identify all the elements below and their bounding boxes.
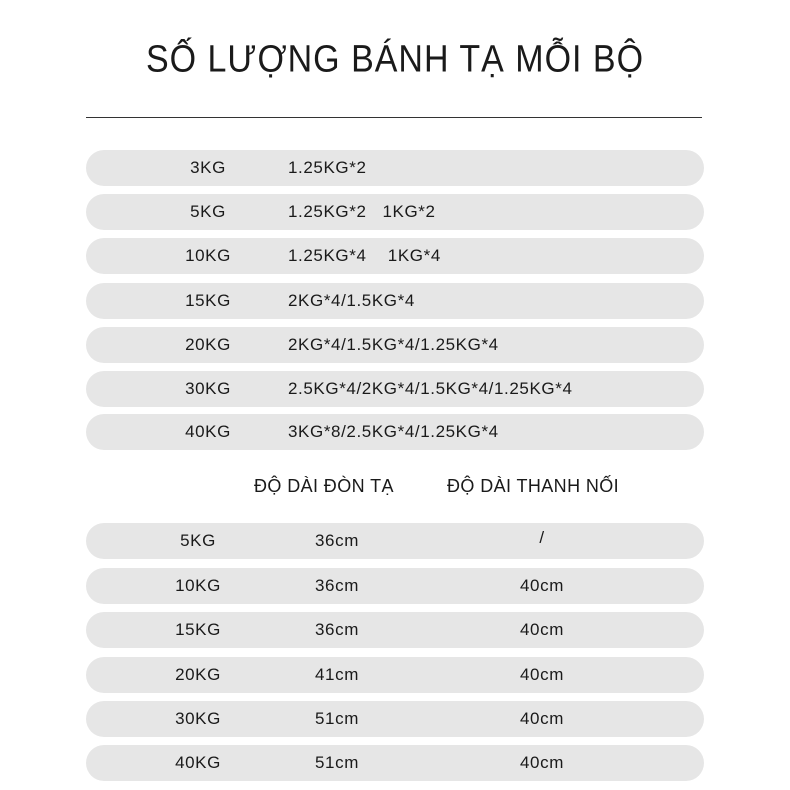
bar-length-header: ĐỘ DÀI ĐÒN TẠ xyxy=(254,476,394,496)
plate-combination: 1.25KG*4 1KG*4 xyxy=(288,246,441,265)
bar-length-value: 51cm xyxy=(315,753,359,772)
connector-length-value: / xyxy=(539,528,545,547)
bar-length-value: 41cm xyxy=(315,665,359,684)
plate-row xyxy=(86,371,704,407)
plate-set-weight: 5KG xyxy=(190,202,226,221)
connector-length-value: 40cm xyxy=(520,576,564,595)
connector-length-value: 40cm xyxy=(520,753,564,772)
length-row xyxy=(86,523,704,559)
plate-combination: 1.25KG*2 1KG*2 xyxy=(288,202,436,221)
length-set-weight: 20KG xyxy=(175,665,221,684)
plate-combination: 1.25KG*2 xyxy=(288,158,367,177)
plate-set-weight: 15KG xyxy=(185,291,231,310)
plate-combination: 2KG*4/1.5KG*4 xyxy=(288,291,415,310)
length-set-weight: 30KG xyxy=(175,709,221,728)
plate-row xyxy=(86,150,704,186)
plate-row xyxy=(86,238,704,274)
length-set-weight: 5KG xyxy=(180,531,216,550)
connector-length-header: ĐỘ DÀI THANH NỐI xyxy=(447,476,620,496)
plate-combination: 2KG*4/1.5KG*4/1.25KG*4 xyxy=(288,335,499,354)
length-row xyxy=(86,701,704,737)
plate-combination: 2.5KG*4/2KG*4/1.5KG*4/1.25KG*4 xyxy=(288,379,573,398)
connector-length-value: 40cm xyxy=(520,709,564,728)
length-set-weight: 15KG xyxy=(175,620,221,639)
length-row xyxy=(86,568,704,604)
length-row xyxy=(86,612,704,648)
bar-length-value: 36cm xyxy=(315,576,359,595)
plate-set-weight: 10KG xyxy=(185,246,231,265)
length-row xyxy=(86,657,704,693)
bar-length-value: 36cm xyxy=(315,620,359,639)
plate-row xyxy=(86,414,704,450)
plate-set-weight: 40KG xyxy=(185,422,231,441)
length-row xyxy=(86,745,704,781)
plate-row xyxy=(86,283,704,319)
plate-row xyxy=(86,194,704,230)
plate-set-weight: 20KG xyxy=(185,335,231,354)
plate-row xyxy=(86,327,704,363)
connector-length-value: 40cm xyxy=(520,620,564,639)
length-set-weight: 40KG xyxy=(175,753,221,772)
plate-set-weight: 3KG xyxy=(190,158,226,177)
plate-combination: 3KG*8/2.5KG*4/1.25KG*4 xyxy=(288,422,499,441)
page-title: SỐ LƯỢNG BÁNH TẠ MỖI BỘ xyxy=(145,38,645,81)
bar-length-value: 36cm xyxy=(315,531,359,550)
connector-length-value: 40cm xyxy=(520,665,564,684)
title-divider xyxy=(86,117,702,118)
plate-set-weight: 30KG xyxy=(185,379,231,398)
bar-length-value: 51cm xyxy=(315,709,359,728)
length-set-weight: 10KG xyxy=(175,576,221,595)
